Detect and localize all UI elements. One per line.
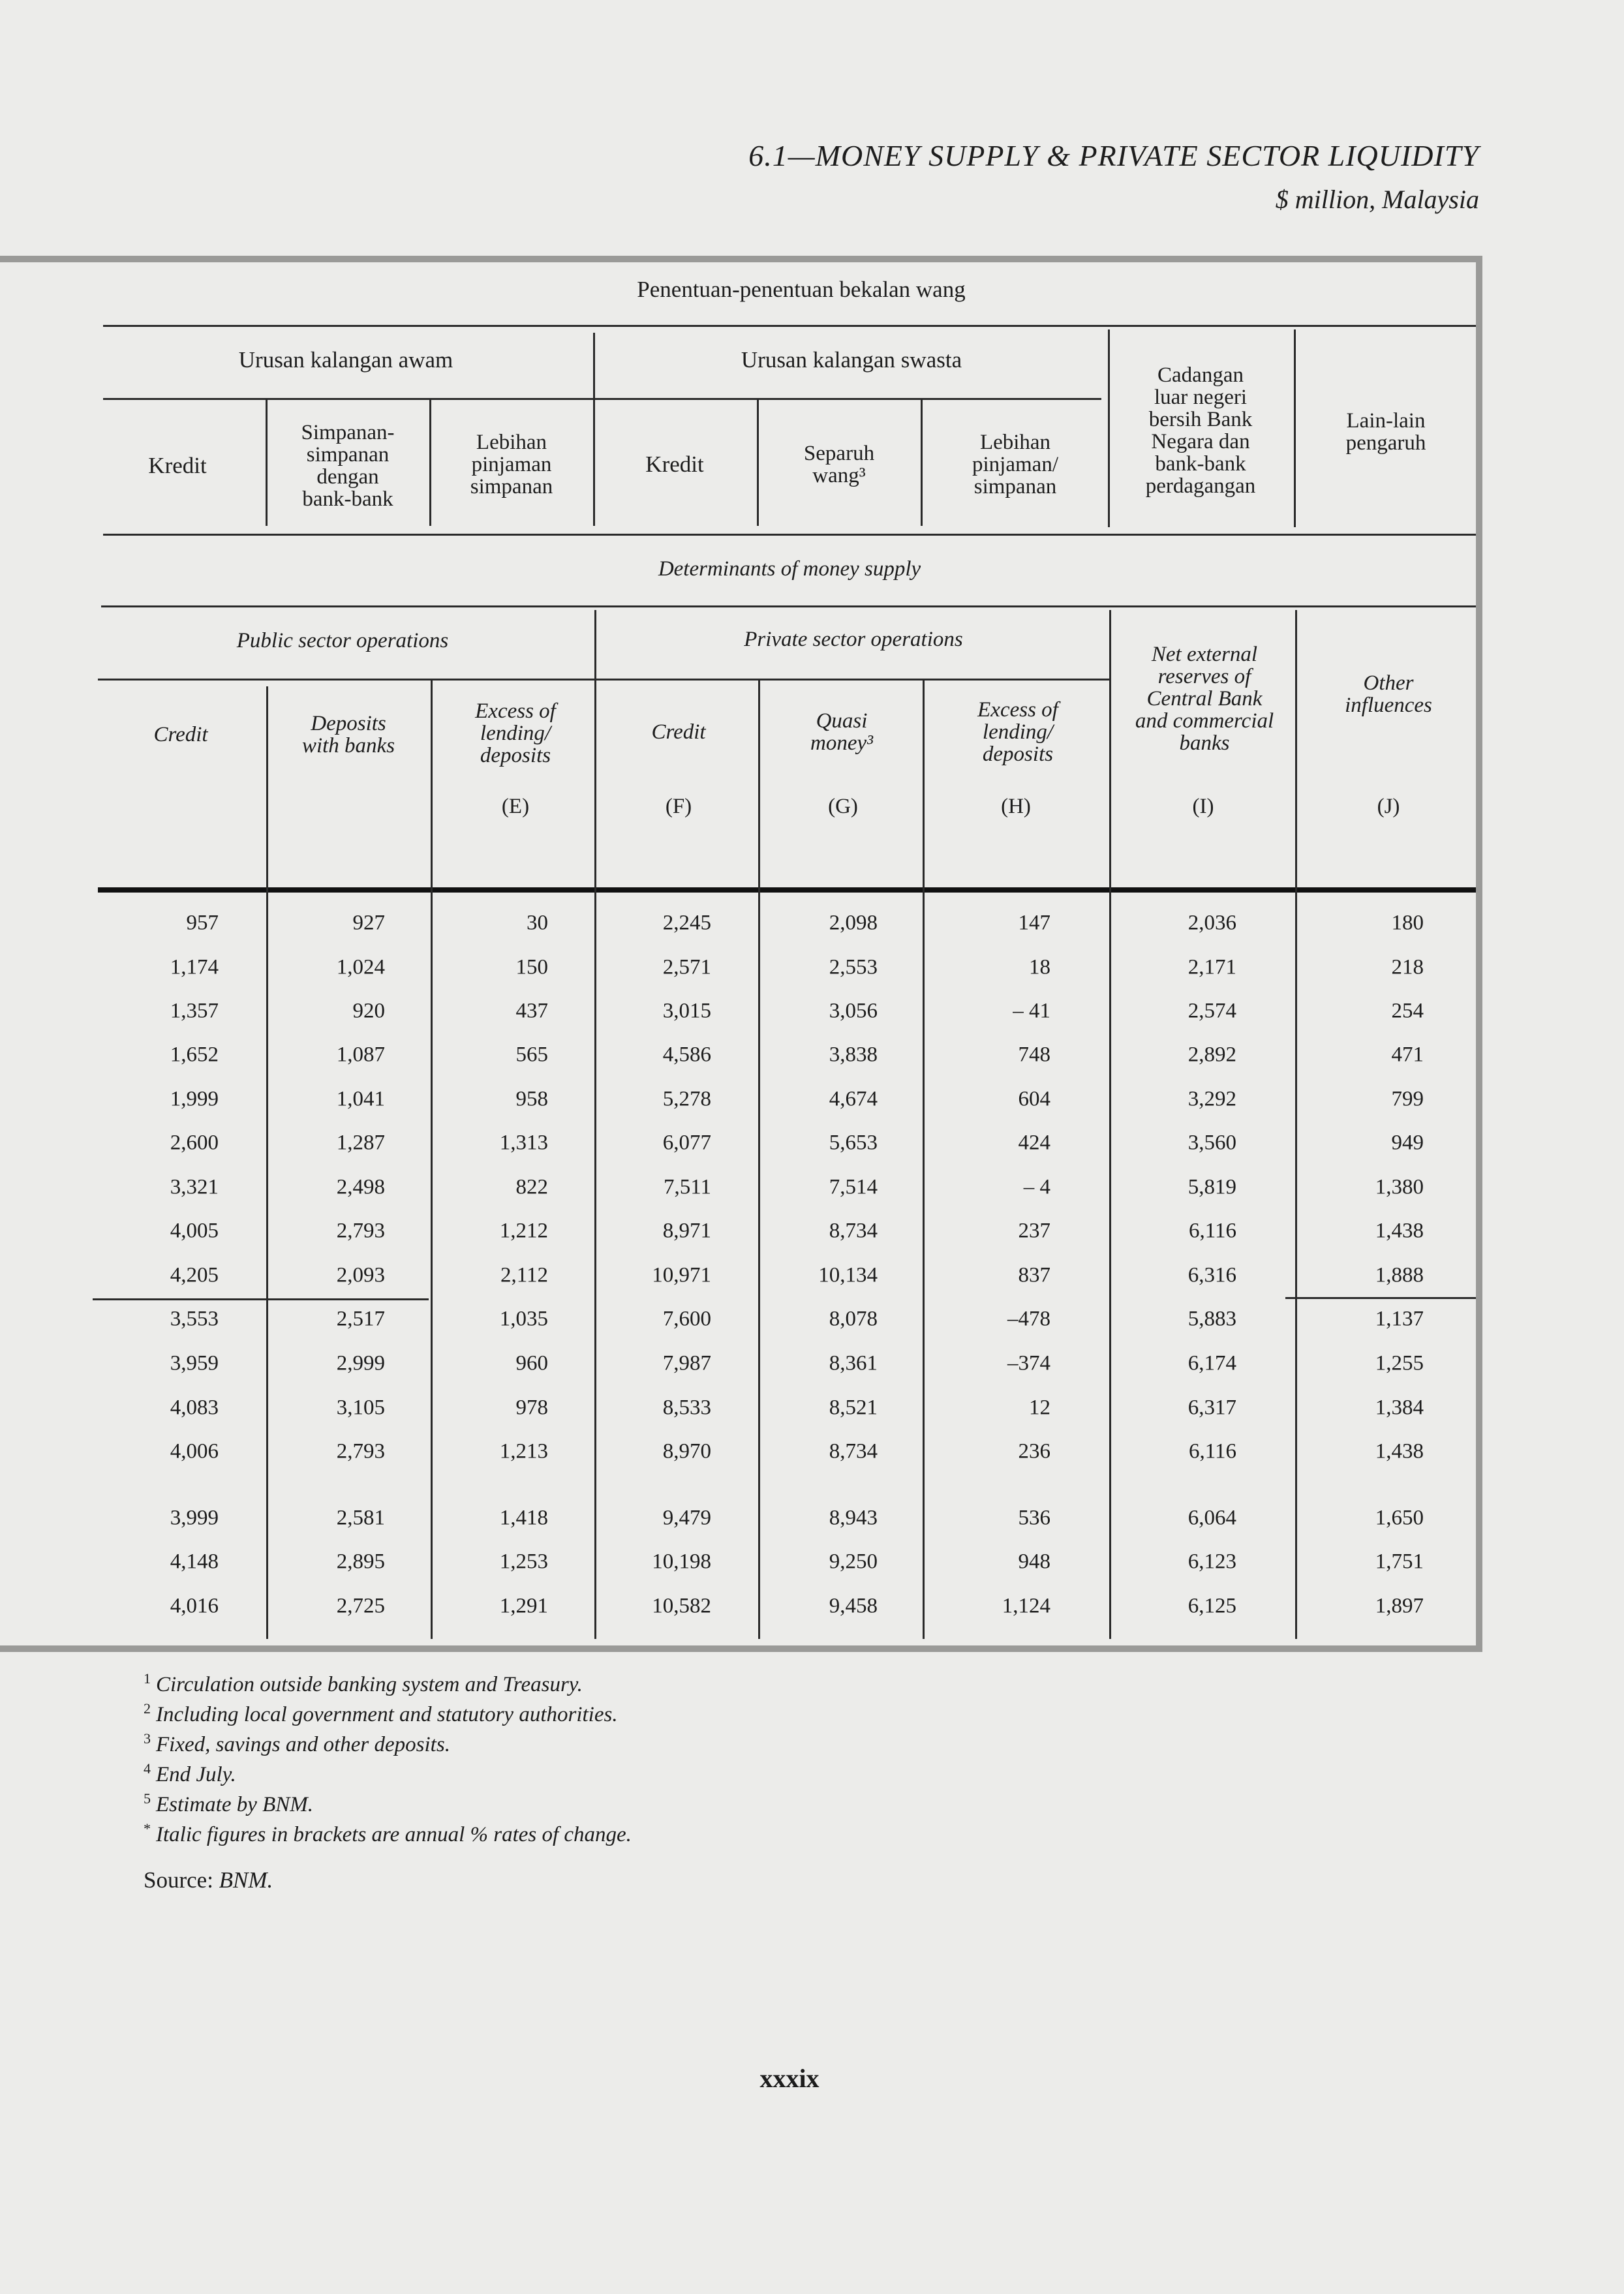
cell-excess-private: 837	[1018, 1263, 1050, 1287]
cell-credit-public: 4,005	[170, 1219, 219, 1243]
cell-credit-public: 1,999	[170, 1087, 219, 1111]
english-col-excess-private: Excess of lending/ deposits	[977, 698, 1058, 766]
cell-quasi-money: 3,838	[829, 1043, 878, 1067]
cell-deposits-with-banks: 1,024	[336, 955, 385, 979]
cell-quasi-money: 8,521	[829, 1396, 878, 1420]
cell-excess-public: 1,253	[499, 1550, 548, 1574]
cell-excess-public: 565	[515, 1043, 548, 1067]
cell-credit-private: 5,278	[662, 1087, 711, 1111]
cell-other-influences: 1,897	[1375, 1594, 1424, 1618]
page-title: 6.1—MONEY SUPPLY & PRIVATE SECTOR LIQUIDITY	[748, 139, 1479, 172]
english-private-group: Private sector operations	[744, 628, 963, 651]
cell-other-influences: 1,255	[1375, 1351, 1424, 1375]
english-col-excess-public: Excess of lending/ deposits	[475, 699, 556, 767]
vline	[594, 610, 596, 1639]
cell-credit-public: 2,600	[170, 1131, 219, 1155]
vline	[923, 680, 925, 1639]
cell-net-external-reserves: 6,316	[1187, 1263, 1236, 1287]
cell-deposits-with-banks: 3,105	[336, 1396, 385, 1420]
vline	[431, 680, 433, 1639]
vline	[757, 399, 759, 526]
cell-deposits-with-banks: 2,725	[336, 1594, 385, 1618]
cell-excess-public: 150	[515, 955, 548, 979]
footnote: * Italic figures in brackets are annual % rates of change.	[144, 1820, 632, 1846]
cell-credit-private: 2,571	[662, 955, 711, 979]
cell-credit-private: 7,987	[662, 1351, 711, 1375]
vline	[758, 680, 760, 1639]
cell-deposits-with-banks: 2,895	[336, 1550, 385, 1574]
english-col-credit-private: Credit	[651, 720, 706, 744]
cell-other-influences: 218	[1391, 955, 1424, 979]
cell-excess-private: 12	[1029, 1396, 1050, 1420]
cell-deposits-with-banks: 1,041	[336, 1087, 385, 1111]
cell-net-external-reserves: 3,292	[1187, 1087, 1236, 1111]
cell-excess-private: 18	[1029, 955, 1050, 979]
malay-col-excess-public: Lebihan pinjaman simpanan	[470, 431, 553, 498]
cell-excess-public: 958	[515, 1087, 548, 1111]
cell-credit-private: 9,479	[662, 1506, 711, 1530]
cell-deposits-with-banks: 2,793	[336, 1439, 385, 1463]
cell-credit-private: 2,245	[662, 911, 711, 935]
cell-net-external-reserves: 6,174	[1187, 1351, 1236, 1375]
cell-credit-private: 3,015	[662, 999, 711, 1023]
malay-col-credit-public: Kredit	[148, 453, 207, 478]
footnote: $^2$ Including local government and statutory authorities.	[144, 1700, 618, 1726]
cell-credit-public: 1,174	[170, 955, 219, 979]
cell-deposits-with-banks: 2,093	[336, 1263, 385, 1287]
cell-credit-public: 4,083	[170, 1396, 219, 1420]
vline	[266, 686, 268, 1639]
cell-credit-public: 957	[186, 911, 219, 935]
cell-credit-private: 10,971	[652, 1263, 711, 1287]
cell-excess-public: 1,035	[499, 1307, 548, 1331]
cell-deposits-with-banks: 1,087	[336, 1043, 385, 1067]
malay-col-other-influences: Lain-lain pengaruh	[1345, 409, 1426, 455]
cell-other-influences: 1,650	[1375, 1506, 1424, 1530]
cell-excess-private: 1,124	[1002, 1594, 1050, 1618]
cell-excess-public: 960	[515, 1351, 548, 1375]
cell-net-external-reserves: 2,171	[1187, 955, 1236, 979]
rule-row-divider-left	[93, 1298, 429, 1300]
cell-other-influences: 1,380	[1375, 1175, 1424, 1199]
vline	[1109, 610, 1111, 1639]
cell-quasi-money: 5,653	[829, 1131, 878, 1155]
cell-credit-private: 8,970	[662, 1439, 711, 1463]
cell-excess-public: 1,213	[499, 1439, 548, 1463]
cell-excess-private: –374	[1007, 1351, 1050, 1375]
cell-excess-public: 1,291	[499, 1594, 548, 1618]
malay-banner: Penentuan-penentuan bekalan wang	[637, 277, 966, 302]
column-code-j: (J)	[1377, 795, 1400, 818]
cell-net-external-reserves: 2,036	[1187, 911, 1236, 935]
cell-net-external-reserves: 6,064	[1187, 1506, 1236, 1530]
cell-deposits-with-banks: 2,793	[336, 1219, 385, 1243]
english-banner: Determinants of money supply	[658, 557, 921, 581]
cell-quasi-money: 10,134	[818, 1263, 878, 1287]
vline	[921, 399, 923, 526]
cell-excess-public: 1,212	[499, 1219, 548, 1243]
english-col-net-reserves: Net external reserves of Central Bank and commercial banks	[1135, 643, 1274, 755]
column-code-i: (I)	[1192, 795, 1214, 818]
cell-excess-private: 536	[1018, 1506, 1050, 1530]
cell-other-influences: 1,137	[1375, 1307, 1424, 1331]
vline	[593, 333, 595, 526]
cell-other-influences: 1,888	[1375, 1263, 1424, 1287]
cell-excess-public: 2,112	[500, 1263, 548, 1287]
rule-malay-banner	[103, 325, 1476, 327]
malay-col-quasi-money: Separuh wang³	[803, 442, 875, 487]
cell-excess-public: 1,313	[499, 1131, 548, 1155]
cell-excess-private: 604	[1018, 1087, 1050, 1111]
column-code-f: (F)	[665, 795, 692, 818]
cell-credit-private: 4,586	[662, 1043, 711, 1067]
column-code-e: (E)	[501, 795, 530, 818]
cell-quasi-money: 8,361	[829, 1351, 878, 1375]
cell-other-influences: 180	[1391, 911, 1424, 935]
cell-excess-private: 948	[1018, 1550, 1050, 1574]
cell-quasi-money: 3,056	[829, 999, 878, 1023]
cell-deposits-with-banks: 2,498	[336, 1175, 385, 1199]
cell-credit-private: 6,077	[662, 1131, 711, 1155]
cell-deposits-with-banks: 2,999	[336, 1351, 385, 1375]
cell-credit-public: 1,357	[170, 999, 219, 1023]
english-col-quasi-money: Quasi money³	[810, 709, 874, 755]
cell-credit-public: 3,553	[170, 1307, 219, 1331]
cell-credit-public: 4,148	[170, 1550, 219, 1574]
english-col-credit-public: Credit	[153, 723, 208, 746]
malay-private-group: Urusan kalangan swasta	[741, 347, 962, 373]
cell-other-influences: 1,438	[1375, 1219, 1424, 1243]
cell-quasi-money: 2,098	[829, 911, 878, 935]
table-frame-bottom	[0, 1645, 1482, 1652]
cell-net-external-reserves: 6,116	[1188, 1439, 1236, 1463]
cell-excess-private: – 4	[1023, 1175, 1050, 1199]
cell-other-influences: 949	[1391, 1131, 1424, 1155]
cell-deposits-with-banks: 2,517	[336, 1307, 385, 1331]
vline	[266, 399, 268, 526]
cell-net-external-reserves: 6,125	[1187, 1594, 1236, 1618]
cell-credit-public: 4,205	[170, 1263, 219, 1287]
cell-quasi-money: 9,458	[829, 1594, 878, 1618]
english-public-group: Public sector operations	[236, 629, 449, 652]
cell-excess-public: 822	[515, 1175, 548, 1199]
cell-excess-private: 237	[1018, 1219, 1050, 1243]
cell-net-external-reserves: 2,892	[1187, 1043, 1236, 1067]
cell-excess-public: 978	[515, 1396, 548, 1420]
cell-excess-private: 424	[1018, 1131, 1050, 1155]
cell-deposits-with-banks: 927	[352, 911, 385, 935]
rule-header-bottom	[98, 887, 1476, 893]
cell-credit-public: 3,959	[170, 1351, 219, 1375]
page-subtitle: $ million, Malaysia	[1275, 185, 1479, 214]
cell-quasi-money: 8,078	[829, 1307, 878, 1331]
cell-other-influences: 471	[1391, 1043, 1424, 1067]
cell-excess-public: 437	[515, 999, 548, 1023]
cell-deposits-with-banks: 1,287	[336, 1131, 385, 1155]
rule-row-divider-right	[1285, 1297, 1476, 1299]
cell-excess-public: 1,418	[499, 1506, 548, 1530]
cell-quasi-money: 8,734	[829, 1219, 878, 1243]
cell-net-external-reserves: 6,123	[1187, 1550, 1236, 1574]
cell-excess-public: 30	[527, 911, 548, 935]
cell-credit-public: 4,016	[170, 1594, 219, 1618]
column-code-h: (H)	[1001, 795, 1031, 818]
vline	[1294, 329, 1296, 527]
cell-excess-private: –478	[1007, 1307, 1050, 1331]
cell-net-external-reserves: 3,560	[1187, 1131, 1236, 1155]
cell-credit-private: 8,533	[662, 1396, 711, 1420]
malay-col-credit-private: Kredit	[645, 451, 704, 477]
cell-net-external-reserves: 6,317	[1187, 1396, 1236, 1420]
cell-net-external-reserves: 5,819	[1187, 1175, 1236, 1199]
cell-quasi-money: 4,674	[829, 1087, 878, 1111]
cell-other-influences: 1,384	[1375, 1396, 1424, 1420]
cell-other-influences: 799	[1391, 1087, 1424, 1111]
cell-net-external-reserves: 6,116	[1188, 1219, 1236, 1243]
cell-excess-private: 748	[1018, 1043, 1050, 1067]
cell-other-influences: 254	[1391, 999, 1424, 1023]
malay-col-excess-private: Lebihan pinjaman/ simpanan	[972, 431, 1058, 498]
cell-quasi-money: 8,734	[829, 1439, 878, 1463]
source-note: Source: BNM.	[144, 1867, 273, 1893]
cell-other-influences: 1,751	[1375, 1550, 1424, 1574]
cell-net-external-reserves: 2,574	[1187, 999, 1236, 1023]
cell-net-external-reserves: 5,883	[1187, 1307, 1236, 1331]
cell-deposits-with-banks: 920	[352, 999, 385, 1023]
cell-quasi-money: 8,943	[829, 1506, 878, 1530]
cell-credit-public: 3,999	[170, 1506, 219, 1530]
vline	[429, 399, 431, 526]
cell-credit-public: 1,652	[170, 1043, 219, 1067]
cell-deposits-with-banks: 2,581	[336, 1506, 385, 1530]
footnote: $^5$ Estimate by BNM.	[144, 1790, 314, 1816]
cell-excess-private: 236	[1018, 1439, 1050, 1463]
cell-quasi-money: 7,514	[829, 1175, 878, 1199]
page-number: xxxix	[759, 2064, 820, 2093]
cell-credit-private: 8,971	[662, 1219, 711, 1243]
cell-credit-private: 10,198	[652, 1550, 711, 1574]
cell-quasi-money: 2,553	[829, 955, 878, 979]
cell-excess-private: – 41	[1013, 999, 1050, 1023]
vline	[1295, 610, 1297, 1639]
vline	[1108, 329, 1110, 527]
rule-english-banner	[101, 605, 1476, 607]
cell-credit-private: 7,600	[662, 1307, 711, 1331]
cell-credit-public: 3,321	[170, 1175, 219, 1199]
rule-malay-groups	[103, 398, 1101, 400]
cell-quasi-money: 9,250	[829, 1550, 878, 1574]
table-frame-right	[1476, 256, 1482, 1652]
malay-col-deposits: Simpanan- simpanan dengan bank-bank	[301, 421, 395, 511]
malay-col-net-reserves: Cadangan luar negeri bersih Bank Negara dan bank-bank perdagangan	[1145, 363, 1256, 498]
cell-other-influences: 1,438	[1375, 1439, 1424, 1463]
english-col-other-influences: Other influences	[1345, 671, 1432, 717]
cell-excess-private: 147	[1018, 911, 1050, 935]
cell-credit-public: 4,006	[170, 1439, 219, 1463]
column-code-g: (G)	[828, 795, 858, 818]
cell-credit-private: 7,511	[663, 1175, 711, 1199]
footnote: $^4$ End July.	[144, 1760, 236, 1786]
footnote: $^1$ Circulation outside banking system and Treasury.	[144, 1670, 583, 1696]
footnote: $^3$ Fixed, savings and other deposits.	[144, 1730, 450, 1756]
cell-credit-private: 10,582	[652, 1594, 711, 1618]
english-col-deposits: Deposits with banks	[301, 712, 395, 757]
malay-public-group: Urusan kalangan awam	[238, 347, 453, 373]
table-frame-top	[0, 256, 1482, 262]
rule-malay-bottom	[103, 534, 1476, 536]
rule-english-groups	[98, 679, 1111, 681]
